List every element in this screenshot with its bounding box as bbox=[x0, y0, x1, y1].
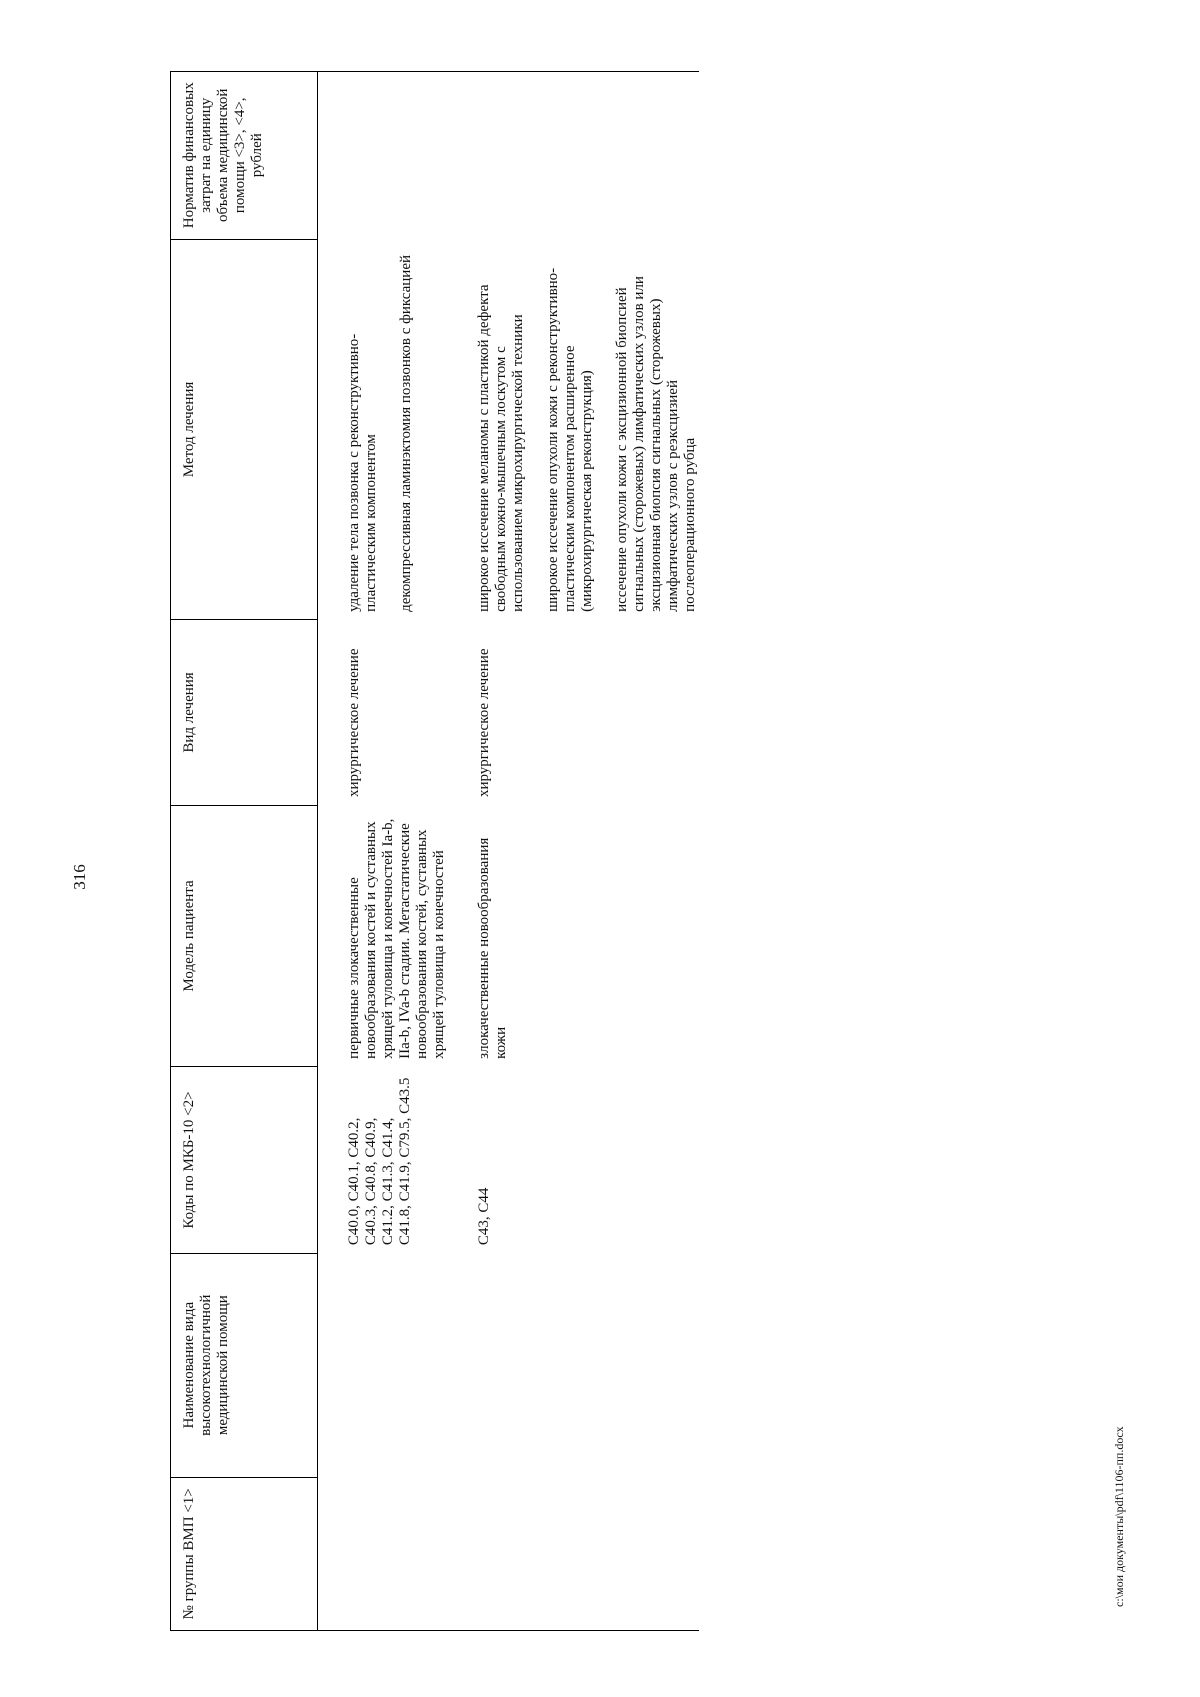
cell-model: злокачественные новообразования кожи bbox=[476, 837, 509, 1059]
cell-model: первичные злокачественные новообразования костей и суставных хрящей туловища и конечностей Ia-b, IIa-b, IVa-b стадии. Метастатические новообразования костей, суставных хрящей туловища и конечностей bbox=[346, 818, 447, 1059]
method-item: широкое иссечение опухоли кожи с реконструктивно-пластическим компонентом расширенное (микрохирургическая реконструкция) bbox=[545, 267, 595, 612]
cell-methods bbox=[448, 239, 699, 620]
header-codes: Коды по МКБ-10 <2> bbox=[171, 1067, 318, 1253]
page-number: 316 bbox=[70, 864, 89, 890]
cell-group bbox=[448, 1477, 699, 1630]
cell-norm bbox=[318, 72, 449, 240]
vmp-table bbox=[170, 71, 699, 1631]
header-model: Модель пациента bbox=[171, 805, 318, 1067]
cell-norm bbox=[448, 72, 699, 240]
table-header-row bbox=[171, 72, 318, 1631]
cell-treatment-type: хирургическое лечение bbox=[346, 648, 362, 798]
method-item: широкое иссечение меланомы с пластикой дефекта свободным кожно-мышечным лоскутом с использованием микрохирургической техники bbox=[476, 284, 526, 612]
cell-treatment-type: хирургическое лечение bbox=[476, 648, 492, 798]
cell-name bbox=[448, 1253, 699, 1477]
cell-codes: C43, C44 bbox=[476, 1187, 492, 1246]
cell-codes: C40.0, C40.1, C40.2, C40.3, C40.8, C40.9, C41.2, C41.3, C41.4, C41.8, C41.9, C79.5, C43.5 bbox=[346, 1077, 413, 1246]
method-item: иссечение опухоли кожи с эксцизионной биопсией сигнальных (сторожевых) лимфатических узлов или эксцизионная биопсия сигнальных (сторожевых) лимфатических узлов с реэксцизией послеоперационного рубца bbox=[614, 276, 698, 612]
header-name: Наименование вида высокотехнологичной медицинской помощи bbox=[171, 1253, 318, 1477]
method-item: удаление тела позвонка с реконструктивно-пластическим компонентом bbox=[346, 333, 379, 612]
table-row bbox=[318, 72, 449, 1631]
header-method: Метод лечения bbox=[171, 239, 318, 620]
header-treatment-type: Вид лечения bbox=[171, 620, 318, 805]
cell-name bbox=[318, 1253, 449, 1477]
footer-file-path: c:\мои документы\pdf\1106-пп.docx bbox=[1112, 1426, 1126, 1607]
cell-group bbox=[318, 1477, 449, 1630]
cell-methods bbox=[318, 239, 449, 620]
header-norm: Норматив финансовых затрат на единицу объема медицинской помощи <3>, <4>, рублей bbox=[171, 72, 318, 240]
header-group: № группы ВМП <1> bbox=[171, 1477, 318, 1630]
table-row bbox=[448, 72, 699, 1631]
method-item: декомпрессивная ламинэктомия позвонков с фиксацией bbox=[398, 254, 414, 612]
